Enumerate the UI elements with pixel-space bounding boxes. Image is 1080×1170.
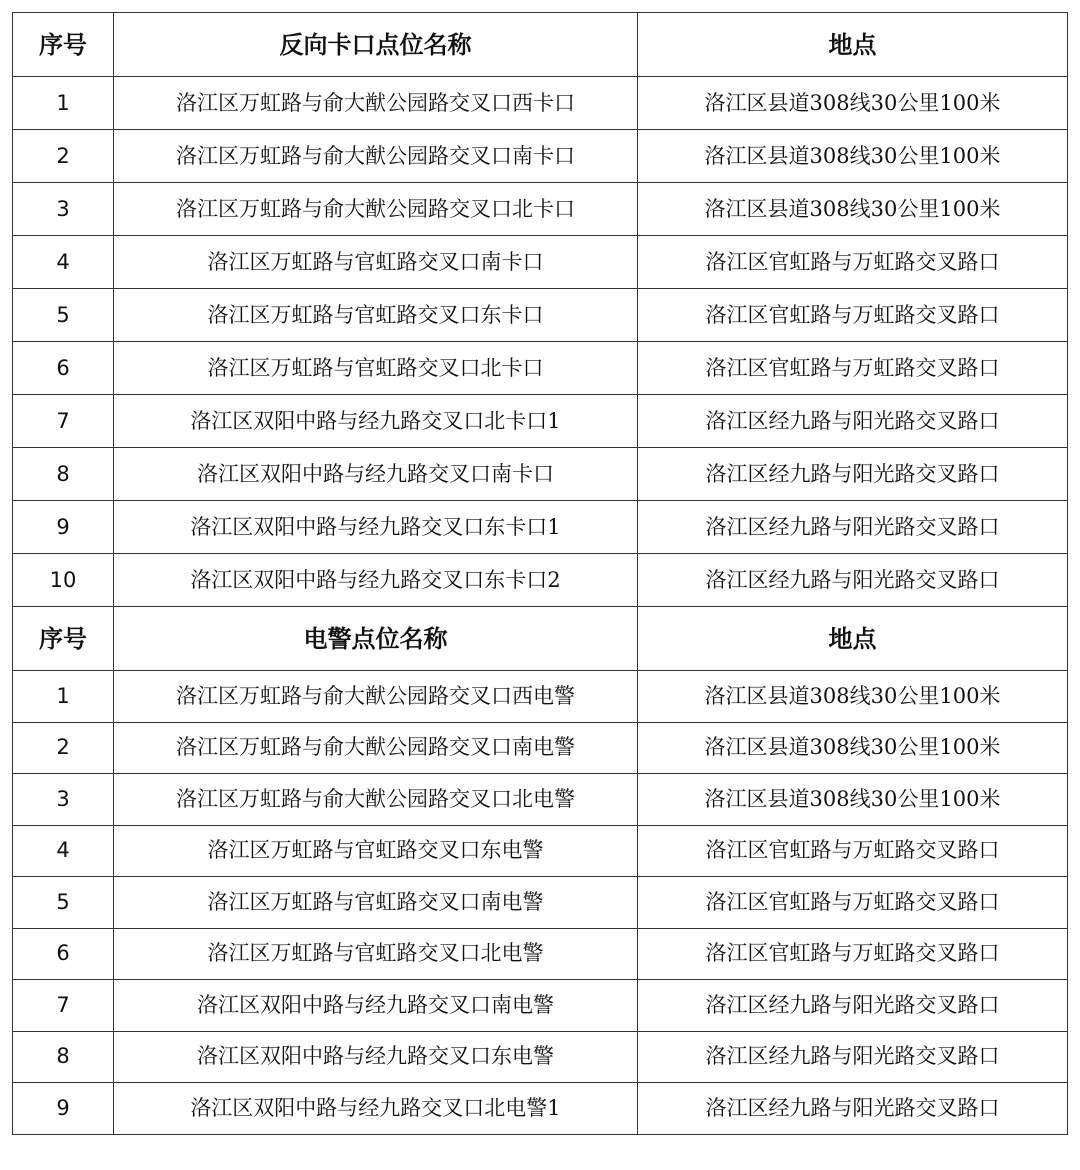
header-serial-number: 序号 [13, 13, 114, 77]
row-number: 10 [13, 554, 114, 607]
location: 洛江区县道308线30公里100米 [638, 774, 1068, 826]
header-checkpoint-name: 反向卡口点位名称 [114, 13, 638, 77]
camera-name: 洛江区万虹路与官虹路交叉口北电警 [114, 928, 638, 980]
header-serial-number: 序号 [13, 607, 114, 671]
row-number: 6 [13, 342, 114, 395]
table-row [13, 928, 1068, 980]
checkpoint-name: 洛江区万虹路与俞大猷公园路交叉口西卡口 [114, 77, 638, 130]
row-number: 3 [13, 183, 114, 236]
table-row [13, 77, 1068, 130]
row-number: 3 [13, 774, 114, 826]
camera-name: 洛江区万虹路与俞大猷公园路交叉口西电警 [114, 671, 638, 723]
location: 洛江区县道308线30公里100米 [638, 183, 1068, 236]
location: 洛江区官虹路与万虹路交叉路口 [638, 236, 1068, 289]
table-row [13, 554, 1068, 607]
table-row [13, 774, 1068, 826]
camera-name: 洛江区万虹路与官虹路交叉口南电警 [114, 877, 638, 929]
location: 洛江区县道308线30公里100米 [638, 77, 1068, 130]
checkpoint-table [12, 12, 1068, 1135]
location: 洛江区经九路与阳光路交叉路口 [638, 1031, 1068, 1083]
checkpoint-name: 洛江区万虹路与官虹路交叉口北卡口 [114, 342, 638, 395]
location: 洛江区官虹路与万虹路交叉路口 [638, 342, 1068, 395]
table-row [13, 448, 1068, 501]
camera-name: 洛江区双阳中路与经九路交叉口东电警 [114, 1031, 638, 1083]
header-location: 地点 [638, 13, 1068, 77]
row-number: 6 [13, 928, 114, 980]
row-number: 5 [13, 289, 114, 342]
table-row [13, 130, 1068, 183]
table-row [13, 980, 1068, 1032]
checkpoint-name: 洛江区双阳中路与经九路交叉口南卡口 [114, 448, 638, 501]
header-row-cameras [13, 607, 1068, 671]
location: 洛江区经九路与阳光路交叉路口 [638, 501, 1068, 554]
row-number: 8 [13, 1031, 114, 1083]
table-row [13, 722, 1068, 774]
checkpoint-name: 洛江区万虹路与官虹路交叉口南卡口 [114, 236, 638, 289]
table-row [13, 289, 1068, 342]
checkpoint-name: 洛江区万虹路与官虹路交叉口东卡口 [114, 289, 638, 342]
camera-name: 洛江区双阳中路与经九路交叉口北电警1 [114, 1083, 638, 1135]
checkpoint-name: 洛江区万虹路与俞大猷公园路交叉口南卡口 [114, 130, 638, 183]
table-row [13, 825, 1068, 877]
location: 洛江区经九路与阳光路交叉路口 [638, 980, 1068, 1032]
table-row [13, 342, 1068, 395]
table-row [13, 671, 1068, 723]
table-row [13, 877, 1068, 929]
camera-name: 洛江区万虹路与官虹路交叉口东电警 [114, 825, 638, 877]
row-number: 9 [13, 501, 114, 554]
table-row [13, 395, 1068, 448]
location: 洛江区县道308线30公里100米 [638, 671, 1068, 723]
row-number: 1 [13, 671, 114, 723]
row-number: 4 [13, 236, 114, 289]
table-row [13, 1083, 1068, 1135]
row-number: 7 [13, 980, 114, 1032]
location: 洛江区官虹路与万虹路交叉路口 [638, 289, 1068, 342]
location: 洛江区官虹路与万虹路交叉路口 [638, 928, 1068, 980]
row-number: 2 [13, 722, 114, 774]
table-row [13, 183, 1068, 236]
checkpoint-name: 洛江区双阳中路与经九路交叉口北卡口1 [114, 395, 638, 448]
checkpoint-name: 洛江区双阳中路与经九路交叉口东卡口1 [114, 501, 638, 554]
checkpoint-name: 洛江区双阳中路与经九路交叉口东卡口2 [114, 554, 638, 607]
row-number: 8 [13, 448, 114, 501]
row-number: 5 [13, 877, 114, 929]
location: 洛江区官虹路与万虹路交叉路口 [638, 877, 1068, 929]
row-number: 4 [13, 825, 114, 877]
location: 洛江区官虹路与万虹路交叉路口 [638, 825, 1068, 877]
row-number: 9 [13, 1083, 114, 1135]
row-number: 2 [13, 130, 114, 183]
row-number: 7 [13, 395, 114, 448]
header-location: 地点 [638, 607, 1068, 671]
location: 洛江区县道308线30公里100米 [638, 722, 1068, 774]
location: 洛江区经九路与阳光路交叉路口 [638, 395, 1068, 448]
header-camera-name: 电警点位名称 [114, 607, 638, 671]
camera-name: 洛江区双阳中路与经九路交叉口南电警 [114, 980, 638, 1032]
header-row-checkpoints [13, 13, 1068, 77]
camera-name: 洛江区万虹路与俞大猷公园路交叉口北电警 [114, 774, 638, 826]
table-row [13, 1031, 1068, 1083]
location: 洛江区经九路与阳光路交叉路口 [638, 448, 1068, 501]
location: 洛江区县道308线30公里100米 [638, 130, 1068, 183]
checkpoint-name: 洛江区万虹路与俞大猷公园路交叉口北卡口 [114, 183, 638, 236]
location: 洛江区经九路与阳光路交叉路口 [638, 554, 1068, 607]
location: 洛江区经九路与阳光路交叉路口 [638, 1083, 1068, 1135]
table-row [13, 501, 1068, 554]
camera-name: 洛江区万虹路与俞大猷公园路交叉口南电警 [114, 722, 638, 774]
row-number: 1 [13, 77, 114, 130]
table-row [13, 236, 1068, 289]
